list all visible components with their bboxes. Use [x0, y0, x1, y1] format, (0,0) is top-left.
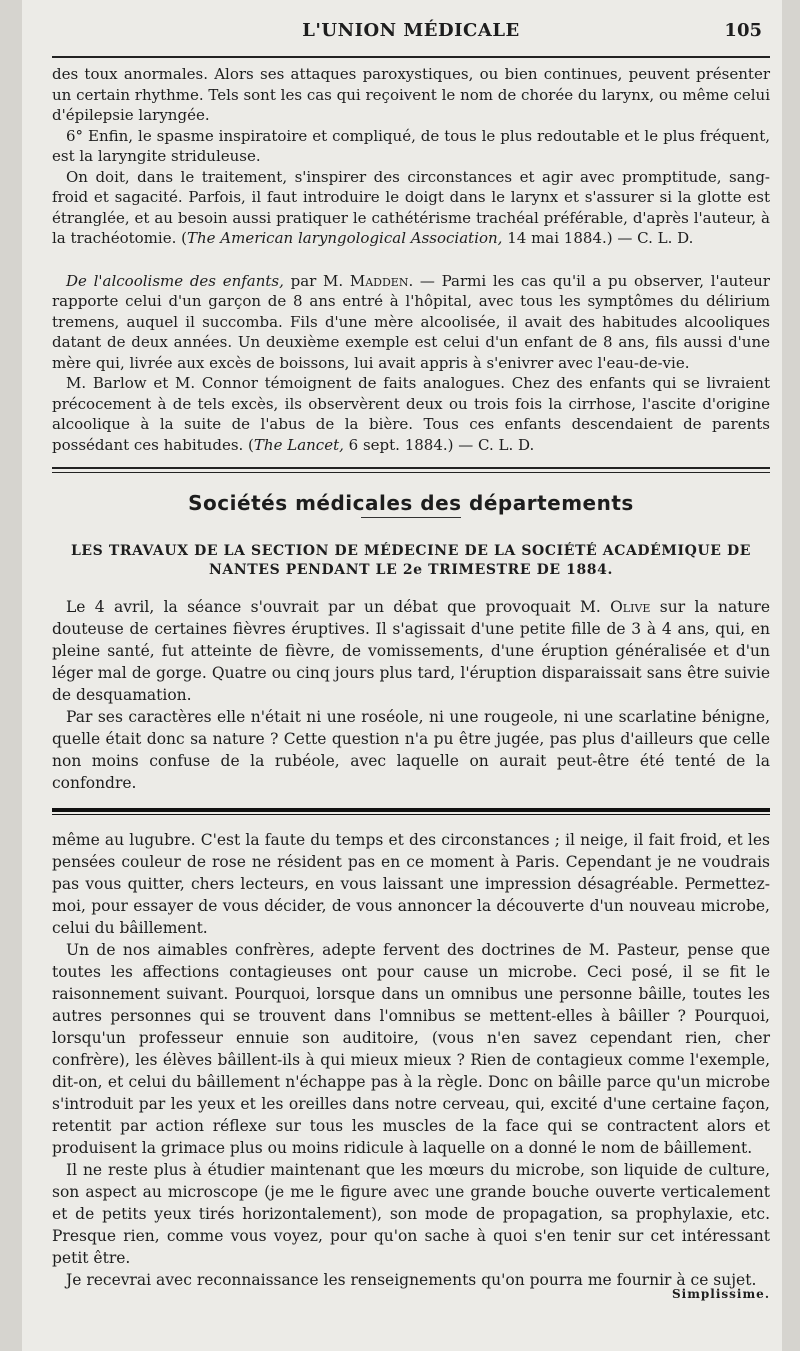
societies-section — [52, 491, 770, 794]
author-signature: Simplissime. — [671, 1287, 770, 1301]
paragraph-end: 14 mai 1884.) — C. L. D. — [502, 229, 694, 247]
author-name: Madden — [349, 271, 409, 290]
title-underline — [361, 517, 461, 518]
running-head — [52, 0, 770, 44]
paragraph-end: 6 sept. 1884.) — C. L. D. — [343, 435, 535, 454]
page-number: 105 — [724, 20, 762, 41]
source-citation: The Lancet, — [253, 435, 344, 454]
paragraph-end: sur la nature douteuse de certaines fièvres éruptives. Il s'agissait d'une petite fille de 3 à 4 ans, qui, en pleine santé, fut atteinte de fièvre, de vomissements, d'une éruption généralisée et d'un léger mal de gorge. Quatre ou cinq jours plus tard, l'éruption disparaissait sans être suivie de desquamation. — [52, 598, 770, 704]
article-alcoholism — [52, 271, 770, 456]
byline: par M. — [283, 271, 350, 290]
article-title: De l'alcoolisme des enfants, — [66, 271, 284, 290]
source-citation: The American laryngological Association, — [186, 229, 503, 247]
section-title: Sociétés médicales des départements — [188, 491, 634, 515]
paragraph: des toux anormales. Alors ses attaques paroxystiques, ou bien continues, peuvent présenter un certain rhythme. Tels sont les cas qui reçoivent le nom de chorée du larynx, ou même celui d'épilepsie laryngée. — [52, 65, 770, 124]
paragraph-text: M. Barlow et M. Connor témoignent de faits analogues. Chez des enfants qui se livraient précocement à de tels excès, ils observèrent deux ou trois fois la cirrhose, l'ascite d'origine alcoolique à la suite de l'abus de la bière. Tous ces enfants descendaient de parents possédant ces habitudes. ( — [52, 374, 770, 454]
paragraph — [52, 596, 770, 706]
paragraph: Il ne reste plus à étudier maintenant que les mœurs du microbe, son liquide de culture, son aspect au microscope (je me le figure avec une grande bouche ouverte verticalement et de petits yeux tirés horizontalement), son mode de propagation, sa prophylaxie, etc. Presque rien, comme vous voyez, pour qu'on sache à quoi s'en tenir sur cet intéressant petit être. — [52, 1161, 770, 1267]
newspaper-page — [22, 0, 782, 1351]
journal-title: L'UNION MÉDICALE — [302, 20, 520, 41]
paragraph-text: On doit, dans le traitement, s'inspirer des circonstances et agir avec promptitude, sang-froid et sagacité. Parfois, il faut introduire le doigt dans le larynx et s'assurer si la glotte est étranglée, et au besoin aussi pratiquer le cathétérisme trachéal préférable, d'après l'auteur, à la trachéotomie. ( — [52, 167, 770, 247]
author-name: Olive — [610, 598, 651, 616]
paragraph: Par ses caractères elle n'était ni une roséole, ni une rougeole, ni une scarlatine bénigne, quelle était donc sa nature ? Cette question n'a pu être jugée, pas plus d'ailleurs que celle non moins confuse de la rubéole, avec laquelle on aurait peut-être été tenté de la confondre. — [52, 708, 770, 792]
feuilleton-divider — [52, 808, 770, 815]
section-divider — [52, 467, 770, 473]
subsection-title: LES TRAVAUX DE LA SECTION DE MÉDECINE DE LA SOCIÉTÉ ACADÉMIQUE DE NANTES PENDANT LE 2e TRIMESTRE DE 1884. — [70, 543, 752, 578]
paragraph: Un de nos aimables confrères, adepte fervent des doctrines de M. Pasteur, pense que toutes les affections contagieuses ont pour cause un microbe. Ceci posé, il se fit le raisonnement suivant. Pourquoi, lorsque dans un omnibus une personne bâille, toutes les autres personnes qui se trouvent dans l'omnibus se mettent-elles à bâiller ? Pourquoi, lorsqu'un professeur ennuie son auditoire, (vous n'en savez cependant rien, cher confrère), les élèves bâillent-ils à qui mieux mieux ? Rien de contagieux comme l'exemple, dit-on, et celui du bâillement n'échappe pas à la règle. Donc on bâille parce qu'un microbe s'introduit par les yeux et les oreilles dans notre cerveau, qui, excité d'une certaine façon, retentit par action réflexe sur tous les muscles de la face qui se contractent alors et produisent la grimace plus ou moins ridicule à laquelle on a donné le nom de bâillement. — [52, 941, 770, 1157]
paragraph: Je recevrai avec reconnaissance les renseignements qu'on pourra me fournir à ce sujet. — [66, 1271, 757, 1289]
paragraph: même au lugubre. C'est la faute du temps et des circonstances ; il neige, il fait froid, et les pensées couleur de rose ne résident pas en ce moment à Paris. Cependant je ne voudrais pas vous quitter, chers lecteurs, en vous laissant une impression désagréable. Permettez-moi, pour essayer de vous décider, de vous annoncer la découverte d'un nouveau microbe, celui du bâillement. — [52, 831, 770, 937]
paragraph — [52, 373, 770, 455]
paragraph-text: Le 4 avril, la séance s'ouvrait par un débat que provoquait M. — [66, 598, 611, 616]
paragraph-text: . — Parmi les cas qu'il a pu observer, l'auteur rapporte celui d'un garçon de 8 ans entré à l'hôpital, avec tous les symptômes du délirium tremens, auquel il succomba. Fils d'une mère alcoolisée, il avait des habitudes alcooliques datant de deux années. Un deuxième exemple est celui d'un enfant de 8 ans, fils aussi d'une mère qui, livrée aux excès de boissons, lui avait appris à s'enivrer avec l'eau-de-vie. — [52, 271, 770, 372]
feuilleton-section — [52, 829, 770, 1301]
paragraph: 6° Enfin, le spasme inspiratoire et compliqué, de tous le plus redoutable et le plus fréquent, est la laryngite striduleuse. — [52, 126, 770, 165]
paragraph — [52, 271, 770, 374]
paragraph — [52, 167, 770, 249]
article-laryngology — [52, 58, 770, 249]
